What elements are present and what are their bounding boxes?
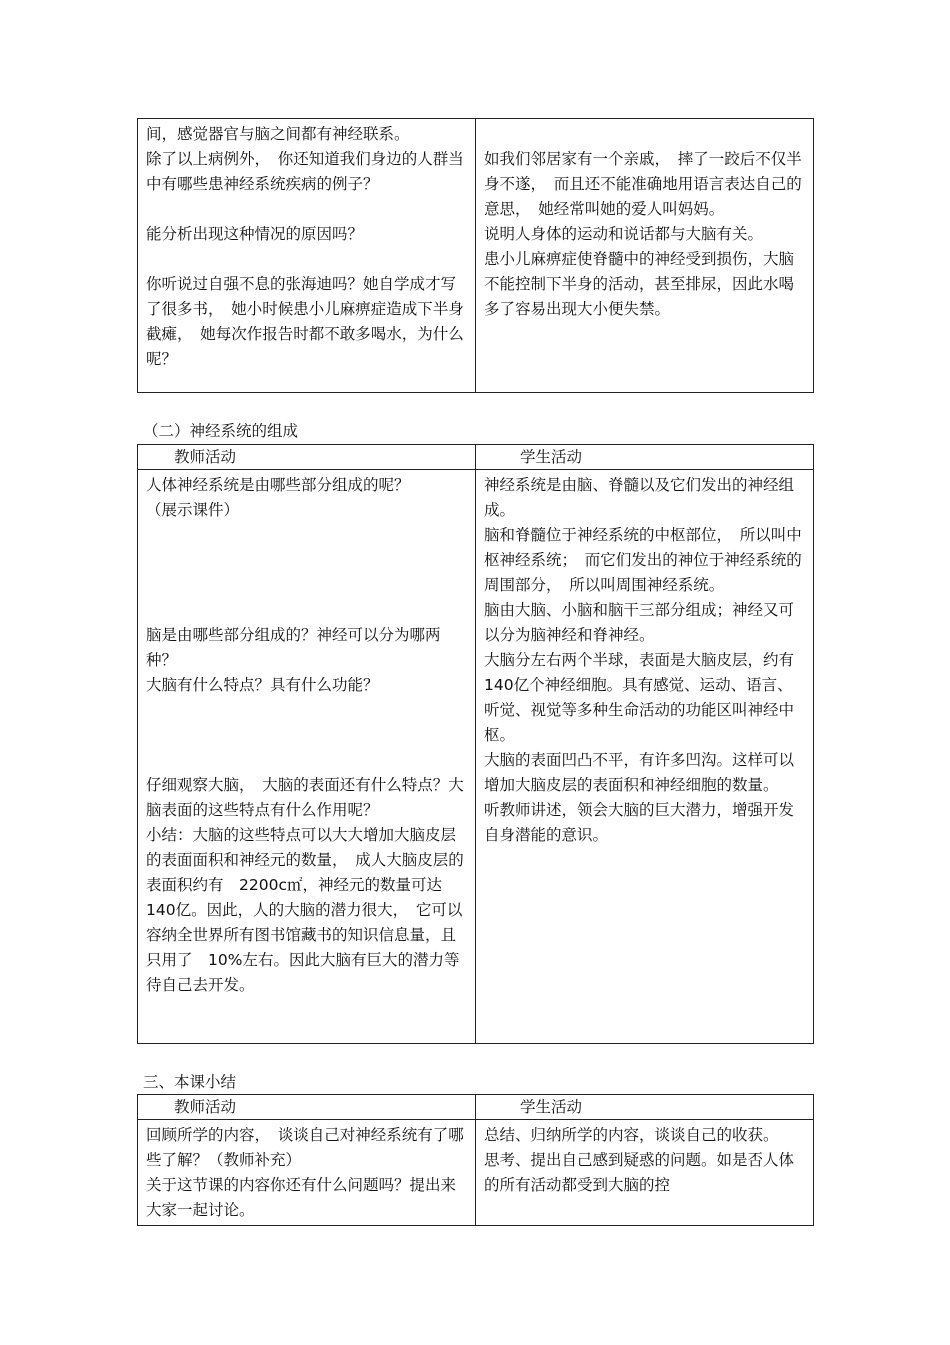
paragraph: 说明人身体的运动和说话都与大脑有关。 (484, 225, 764, 243)
table-header-row (138, 445, 814, 470)
section-heading: （二）神经系统的组成 (143, 422, 299, 440)
paragraph: 除了以上病例外， 你还知道我们身边的人群当中有哪些患神经系统疾病的例子？ (146, 150, 464, 193)
paragraph: 你听说过自强不息的张海迪吗？她自学成才写了很多书， 她小时候患小儿麻痹症造成下半身截瘫， 她每次作报告时都不敢多喝水，为什么呢？ (146, 275, 464, 368)
paragraph: 思考、提出自己感到疑惑的问题。如是否人体的所有活动都受到大脑的控 (484, 1151, 795, 1194)
student-activity-cell (476, 119, 814, 393)
table-summary (137, 1094, 814, 1226)
paragraph: 总结、归纳所学的内容，谈谈自己的收获。 (484, 1126, 779, 1144)
table-row (138, 1120, 814, 1226)
paragraph: 能分析出现这种情况的原因吗？ (146, 225, 364, 243)
paragraph: 脑和脊髓位于神经系统的中枢部位， 所以叫中枢神经系统； 而它们发出的神位于神经系统的周围部分， 所以叫周围神经系统。 (484, 526, 802, 594)
paragraph: 大脑分左右两个半球，表面是大脑皮层，约有 140亿个神经细胞。具有感觉、运动、语言、听觉、视觉等多种生命活动的功能区叫神经中枢。 (484, 651, 799, 744)
paragraph: 人体神经系统是由哪些部分组成的呢？ (146, 476, 410, 494)
paragraph: 大脑有什么特点？具有什么功能？ (146, 676, 379, 694)
paragraph: 仔细观察大脑， 大脑的表面还有什么特点？大脑表面的这些特点有什么作用呢？ (146, 776, 464, 819)
paragraph: 关于这节课的内容你还有什么问题吗？提出来大家一起讨论。 (146, 1176, 457, 1219)
teacher-activity-cell (138, 1120, 476, 1226)
table-continued (137, 118, 814, 393)
section-heading: 三、本课小结 (143, 1073, 237, 1091)
table-composition (137, 444, 814, 1044)
paragraph: 回顾所学的内容， 谈谈自己对神经系统有了哪些了解？（教师补充） (146, 1126, 464, 1169)
teacher-activity-cell (138, 470, 476, 1044)
paragraph: 脑由大脑、小脑和脑干三部分组成；神经又可以分为脑神经和脊神经。 (484, 601, 795, 644)
paragraph: 患小儿麻痹症使脊髓中的神经受到损伤，大脑不能控制下半身的活动，甚至排尿，因此水喝多了容易出现大小便失禁。 (484, 250, 795, 318)
column-header: 学生活动 (476, 445, 814, 470)
paragraph: （展示课件） (146, 501, 240, 519)
student-activity-cell (476, 1120, 814, 1226)
table-row (138, 119, 814, 393)
paragraph: 脑是由哪些部分组成的？神经可以分为哪两种？ (146, 626, 441, 669)
student-activity-cell (476, 470, 814, 1044)
column-header: 学生活动 (476, 1095, 814, 1120)
paragraph: 如我们邻居家有一个亲戚， 摔了一跤后不仅半身不遂， 而且还不能准确地用语言表达自己的意思， 她经常叫她的爱人叫妈妈。 (484, 150, 802, 218)
table-header-row (138, 1095, 814, 1120)
table-row (138, 470, 814, 1044)
column-header: 教师活动 (138, 1095, 476, 1120)
paragraph: 小结：大脑的这些特点可以大大增加大脑皮层的表面面积和神经元的数量， 成人大脑皮层的表面积约有 2200c㎡，神经元的数量可达 140亿。因此，人的大脑的潜力很大， 它可以容纳全世界所有图书馆藏书的知识信息量，且只用了 10%左右。因此大脑有巨大的潜力等待自己去开发。 (146, 826, 464, 994)
paragraph: 神经系统是由脑、脊髓以及它们发出的神经组成。 (484, 476, 795, 519)
column-header: 教师活动 (138, 445, 476, 470)
paragraph: 间，感觉器官与脑之间都有神经联系。 (146, 125, 410, 143)
paragraph: 大脑的表面凹凸不平，有许多凹沟。这样可以增加大脑皮层的表面积和神经细胞的数量。 (484, 751, 795, 794)
paragraph: 听教师讲述，领会大脑的巨大潜力，增强开发自身潜能的意识。 (484, 801, 795, 844)
teacher-activity-cell (138, 119, 476, 393)
